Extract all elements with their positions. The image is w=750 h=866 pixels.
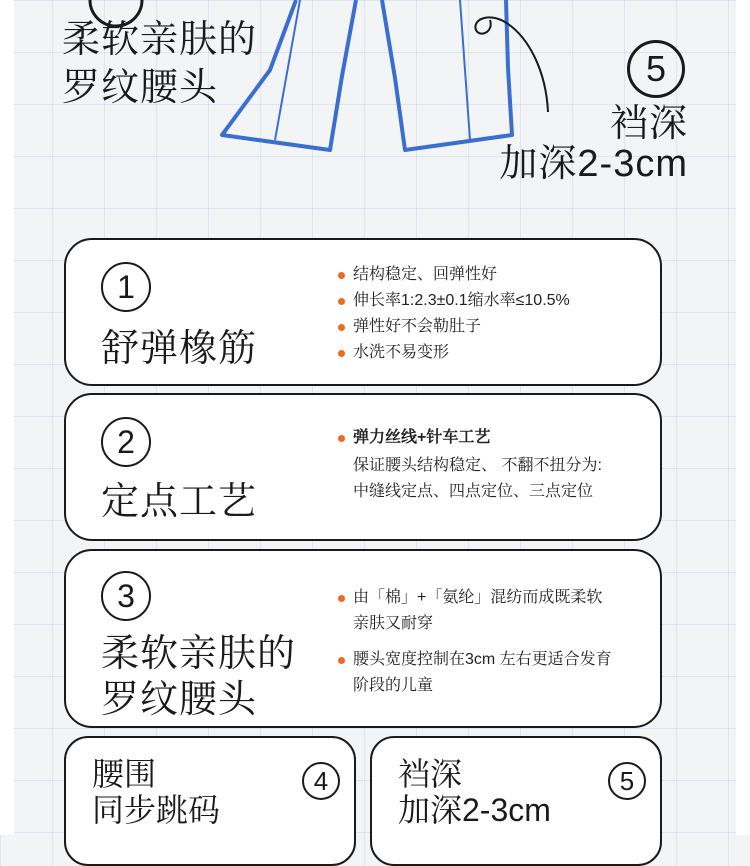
top-left-title-line2: 罗纹腰头 — [62, 67, 219, 109]
feature-card-1 — [64, 238, 662, 386]
card-title-line1: 舒弹橡筋 — [101, 328, 258, 370]
top-illustration — [0, 0, 750, 200]
top-left-title — [62, 16, 257, 112]
bullet-text: 腰头宽度控制在3cm 左右更适合发育 — [353, 651, 612, 668]
small-card-number-circle: 4 — [302, 762, 340, 800]
card-number-circle: 3 — [101, 571, 151, 621]
small-card-4 — [64, 736, 356, 866]
bullet-item: 结构稳定、回弹性好 — [338, 262, 570, 288]
bullet-item: 水洗不易变形 — [338, 340, 570, 366]
bullet-detail-line1: 保证腰头结构稳定、 不翻不扭分为: — [353, 457, 602, 474]
small-card-title-line2: 加深2-3cm — [398, 792, 551, 828]
card-title-line1: 柔软亲肤的 — [101, 633, 297, 675]
small-card-title-line2: 同步跳码 — [92, 792, 221, 828]
card-title-line2: 罗纹腰头 — [101, 679, 258, 721]
top-right-title-line2: 加深2-3cm — [499, 143, 688, 185]
card-bullet-list — [338, 585, 612, 699]
bullet-item — [338, 585, 612, 637]
pants-right-seam — [460, 0, 470, 140]
small-card-title-line1: 裆深 — [398, 756, 463, 792]
feature-card-3 — [64, 549, 662, 728]
card-title — [101, 479, 257, 525]
small-card-title — [398, 756, 551, 828]
bullet-heading: 弹力丝线+针车工艺 — [353, 429, 491, 446]
top-left-title-line1: 柔软亲肤的 — [62, 19, 258, 61]
card-title-line1: 定点工艺 — [101, 481, 258, 523]
pants-right-leg — [382, 0, 512, 150]
bullet-item: 弹性好不会勒肚子 — [338, 314, 570, 340]
bullet-text-cont: 亲肤又耐穿 — [353, 615, 434, 632]
card-title — [101, 631, 296, 723]
bullet-item — [338, 647, 612, 699]
bullet-text-cont: 阶段的儿童 — [353, 677, 434, 694]
top-right-title-line1: 裆深 — [609, 103, 688, 145]
top-right-title — [499, 104, 688, 184]
bullet-item — [338, 425, 602, 505]
card-number-circle: 2 — [101, 417, 151, 467]
small-card-title-line1: 腰围 — [92, 756, 157, 792]
feature-card-2 — [64, 393, 662, 541]
bullet-text: 由「棉」+「氨纶」混纺而成既柔软 — [353, 589, 603, 606]
card-title — [101, 326, 257, 372]
card-bullet-list — [338, 262, 570, 366]
bullet-item: 伸长率1:2.3±0.1缩水率≤10.5% — [338, 288, 570, 314]
card-number-circle: 1 — [101, 262, 151, 312]
top-number-circle: 5 — [627, 40, 685, 98]
small-card-5 — [370, 736, 662, 866]
small-card-number-circle: 5 — [608, 762, 646, 800]
small-card-title — [92, 756, 220, 828]
bullet-detail-line2: 中缝线定点、四点定位、三点定位 — [353, 483, 594, 500]
card-bullet-list — [338, 425, 602, 505]
